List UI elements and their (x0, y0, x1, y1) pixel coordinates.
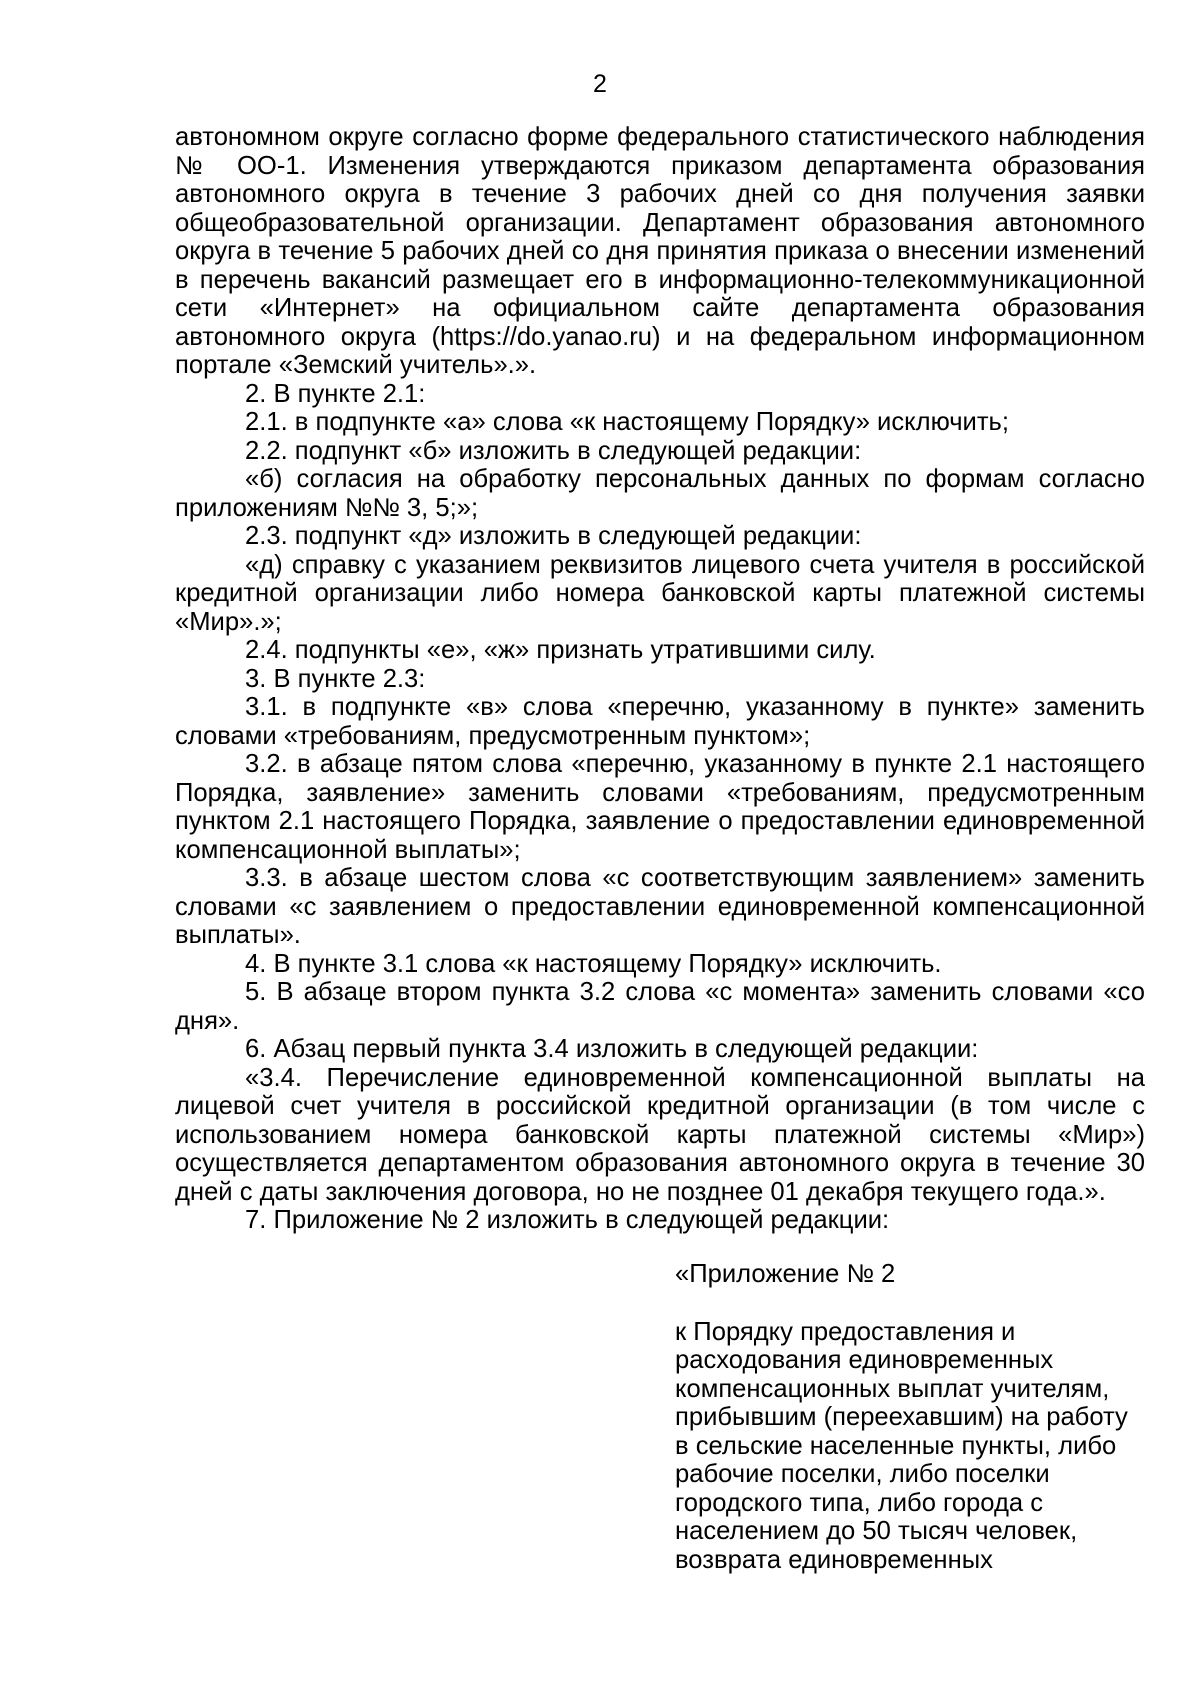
paragraph-item-2-1: 2.1. в подпункте «а» слова «к настоящему Порядку» исключить; (245, 408, 1010, 436)
paragraph-item-3-1: 3.1. в подпункте «в» слова «перечню, указанному в пункте» заменить словами «требованиям, предусмотренным пунктом»; (175, 693, 1145, 750)
paragraph-item-4: 4. В пункте 3.1 слова «к настоящему Порядку» исключить. (245, 949, 942, 978)
paragraph-quote-d: «д) справку с указанием реквизитов лицевого счета учителя в российской кредитной организации либо номера банковской карты платежной системы «Мир».»; (175, 550, 1145, 636)
appendix-line: населением до 50 тысяч человек, (675, 1517, 1078, 1545)
paragraph-item-3: 3. В пункте 2.3: (245, 664, 426, 693)
appendix-line: расходования единовременных (675, 1346, 1054, 1374)
appendix-title: «Приложение № 2 (675, 1260, 896, 1288)
paragraph-item-5: 5. В абзаце втором пункта 3.2 слова «с момента» заменить словами «со дня». (175, 978, 1145, 1035)
paragraph-item-2: 2. В пункте 2.1: (245, 379, 426, 408)
appendix-line: рабочие поселки, либо поселки (675, 1460, 1050, 1488)
appendix-line: к Порядку предоставления и (675, 1317, 1016, 1346)
paragraph-item-3-3: 3.3. в абзаце шестом слова «с соответствующим заявлением» заменить словами «с заявлением о предоставлении единовременной компенсационной выплаты». (175, 864, 1145, 949)
paragraph-item-2-3: 2.3. подпункт «д» изложить в следующей редакции: (245, 522, 862, 550)
appendix-line: компенсационных выплат учителям, (675, 1374, 1110, 1403)
appendix-line: прибывшим (переехавшим) на работу (675, 1403, 1128, 1431)
appendix-line: городского типа, либо города с (675, 1488, 1044, 1517)
paragraph-item-6: 6. Абзац первый пункта 3.4 изложить в следующей редакции: (245, 1035, 979, 1063)
appendix-heading-block (675, 1260, 1155, 1574)
paragraph-item-3-2: 3.2. в абзаце пятом слова «перечню, указанному в пункте 2.1 настоящего Порядка, заявление» заменить словами «требованиям, предусмотренным пунктом 2.1 настоящего Порядка, заявление о предоставлении единовременной компенсационной выплаты»; (175, 750, 1145, 864)
appendix-line: в сельские населенные пункты, либо (675, 1431, 1117, 1460)
paragraph-item-2-4: 2.4. подпункты «е», «ж» признать утратившими силу. (245, 636, 876, 664)
page-number: 2 (593, 70, 607, 98)
document-body (175, 123, 1145, 1235)
paragraph-item-7: 7. Приложение № 2 изложить в следующей редакции: (245, 1206, 890, 1234)
paragraph-quote-3-4: «3.4. Перечисление единовременной компенсационной выплаты на лицевой счет учителя в российской кредитной организации (в том числе с использованием номера банковской карты платежной системы «Мир») осуществляется департаментом образования автономного округа в течение 30 дней с даты заключения договора, но не позднее 01 декабря текущего года.». (175, 1063, 1145, 1206)
paragraph-item-2-2: 2.2. подпункт «б» изложить в следующей редакции: (245, 436, 862, 465)
appendix-line: возврата единовременных (675, 1545, 993, 1574)
paragraph-quote-b: «б) согласия на обработку персональных данных по формам согласно приложениям №№ 3, 5;»; (175, 465, 1145, 522)
paragraph-continuation: автономном округе согласно форме федерального статистического наблюдения № ОО-1. Изменения утверждаются приказом департамента образования автономного округа в течение 3 рабочих дней со дня получения заявки общеобразовательной организации. Департамент образования автономного округа в течение 5 рабочих дней со дня принятия приказа о внесении изменений в перечень вакансий размещает его в информационно-телекоммуникационной сети «Интернет» на официальном сайте департамента образования автономного округа (https://do.yanao.ru) и на федеральном информационном портале «Земский учитель».». (175, 123, 1145, 379)
